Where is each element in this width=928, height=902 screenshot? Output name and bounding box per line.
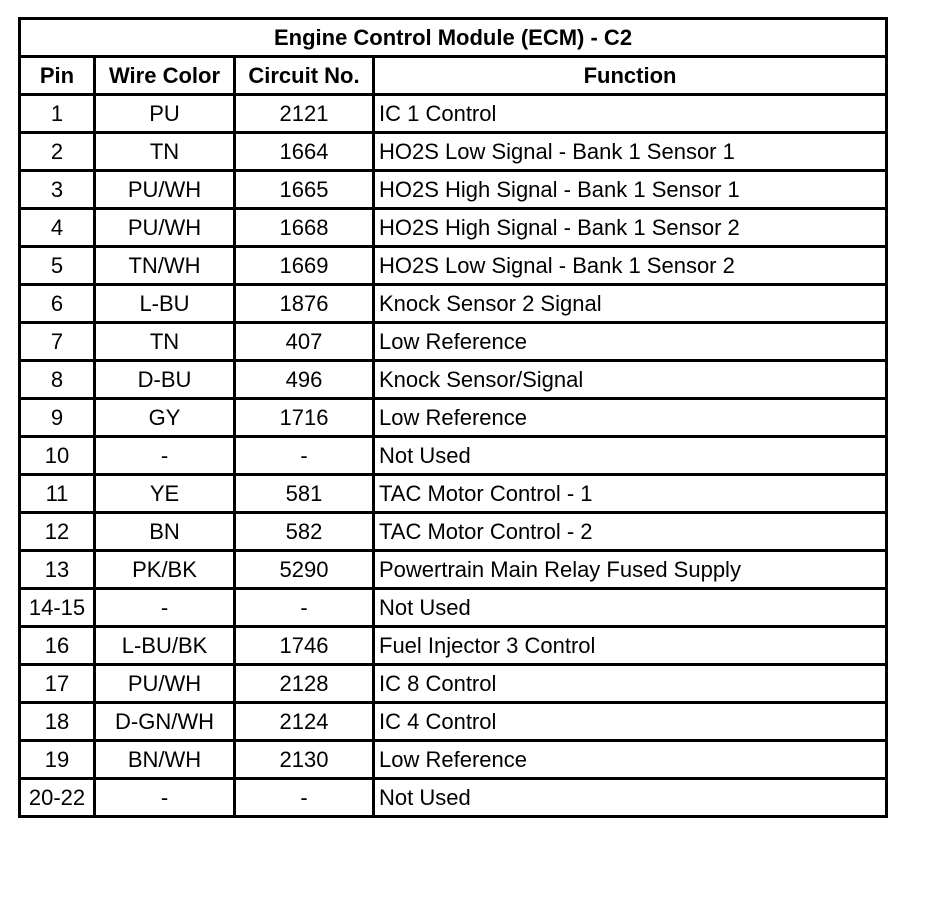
function-cell: Powertrain Main Relay Fused Supply <box>374 551 887 589</box>
circuit-cell: 1664 <box>235 133 374 171</box>
circuit-cell: 2124 <box>235 703 374 741</box>
function-cell: Knock Sensor 2 Signal <box>374 285 887 323</box>
table-row <box>20 551 887 589</box>
pin-cell: 3 <box>20 171 95 209</box>
circuit-cell: 5290 <box>235 551 374 589</box>
pin-cell: 8 <box>20 361 95 399</box>
circuit-cell: 2128 <box>235 665 374 703</box>
table-row <box>20 475 887 513</box>
pin-cell: 12 <box>20 513 95 551</box>
pin-cell: 20-22 <box>20 779 95 817</box>
title-row <box>20 19 887 57</box>
function-cell: IC 4 Control <box>374 703 887 741</box>
table-row <box>20 285 887 323</box>
wire-color-cell: PU/WH <box>95 209 235 247</box>
wire-color-cell: D-GN/WH <box>95 703 235 741</box>
function-cell: TAC Motor Control - 1 <box>374 475 887 513</box>
wire-color-cell: TN/WH <box>95 247 235 285</box>
table-row <box>20 399 887 437</box>
header-function: Function <box>374 57 887 95</box>
function-cell: Knock Sensor/Signal <box>374 361 887 399</box>
pin-cell: 16 <box>20 627 95 665</box>
wire-color-cell: D-BU <box>95 361 235 399</box>
pin-cell: 18 <box>20 703 95 741</box>
circuit-cell: 1668 <box>235 209 374 247</box>
table-title: Engine Control Module (ECM) - C2 <box>20 19 887 57</box>
table-row <box>20 627 887 665</box>
table-row <box>20 589 887 627</box>
table-row <box>20 437 887 475</box>
circuit-cell: - <box>235 779 374 817</box>
wire-color-cell: BN <box>95 513 235 551</box>
pin-cell: 11 <box>20 475 95 513</box>
table-row <box>20 513 887 551</box>
pin-cell: 9 <box>20 399 95 437</box>
circuit-cell: 1746 <box>235 627 374 665</box>
wire-color-cell: L-BU/BK <box>95 627 235 665</box>
pin-cell: 5 <box>20 247 95 285</box>
circuit-cell: 2121 <box>235 95 374 133</box>
function-cell: HO2S High Signal - Bank 1 Sensor 2 <box>374 209 887 247</box>
wire-color-cell: PU/WH <box>95 171 235 209</box>
wire-color-cell: YE <box>95 475 235 513</box>
wire-color-cell: L-BU <box>95 285 235 323</box>
table-row <box>20 95 887 133</box>
circuit-cell: 581 <box>235 475 374 513</box>
circuit-cell: 1876 <box>235 285 374 323</box>
circuit-cell: 1716 <box>235 399 374 437</box>
table-row <box>20 779 887 817</box>
function-cell: HO2S Low Signal - Bank 1 Sensor 1 <box>374 133 887 171</box>
ecm-c2-pinout-table <box>18 17 888 818</box>
wire-color-cell: - <box>95 437 235 475</box>
circuit-cell: 2130 <box>235 741 374 779</box>
circuit-cell: 496 <box>235 361 374 399</box>
function-cell: HO2S Low Signal - Bank 1 Sensor 2 <box>374 247 887 285</box>
table-row <box>20 247 887 285</box>
pin-cell: 10 <box>20 437 95 475</box>
function-cell: Not Used <box>374 437 887 475</box>
function-cell: Fuel Injector 3 Control <box>374 627 887 665</box>
circuit-cell: - <box>235 437 374 475</box>
function-cell: Low Reference <box>374 399 887 437</box>
function-cell: IC 1 Control <box>374 95 887 133</box>
wire-color-cell: PK/BK <box>95 551 235 589</box>
header-circuit-no: Circuit No. <box>235 57 374 95</box>
header-wire-color: Wire Color <box>95 57 235 95</box>
table-row <box>20 665 887 703</box>
function-cell: Low Reference <box>374 741 887 779</box>
function-cell: Not Used <box>374 779 887 817</box>
function-cell: HO2S High Signal - Bank 1 Sensor 1 <box>374 171 887 209</box>
wire-color-cell: PU <box>95 95 235 133</box>
pin-cell: 7 <box>20 323 95 361</box>
header-pin: Pin <box>20 57 95 95</box>
pin-cell: 17 <box>20 665 95 703</box>
pin-cell: 6 <box>20 285 95 323</box>
wire-color-cell: - <box>95 779 235 817</box>
table-row <box>20 171 887 209</box>
pin-cell: 13 <box>20 551 95 589</box>
pin-cell: 14-15 <box>20 589 95 627</box>
pin-cell: 19 <box>20 741 95 779</box>
pin-cell: 2 <box>20 133 95 171</box>
wire-color-cell: TN <box>95 133 235 171</box>
header-row <box>20 57 887 95</box>
table-row <box>20 323 887 361</box>
function-cell: Not Used <box>374 589 887 627</box>
table-row <box>20 741 887 779</box>
function-cell: TAC Motor Control - 2 <box>374 513 887 551</box>
wire-color-cell: - <box>95 589 235 627</box>
wire-color-cell: BN/WH <box>95 741 235 779</box>
circuit-cell: 582 <box>235 513 374 551</box>
function-cell: IC 8 Control <box>374 665 887 703</box>
pin-cell: 4 <box>20 209 95 247</box>
wire-color-cell: PU/WH <box>95 665 235 703</box>
function-cell: Low Reference <box>374 323 887 361</box>
table-row <box>20 209 887 247</box>
table-row <box>20 703 887 741</box>
circuit-cell: 407 <box>235 323 374 361</box>
circuit-cell: - <box>235 589 374 627</box>
circuit-cell: 1665 <box>235 171 374 209</box>
wire-color-cell: GY <box>95 399 235 437</box>
table-row <box>20 133 887 171</box>
wire-color-cell: TN <box>95 323 235 361</box>
circuit-cell: 1669 <box>235 247 374 285</box>
table-row <box>20 361 887 399</box>
pin-cell: 1 <box>20 95 95 133</box>
